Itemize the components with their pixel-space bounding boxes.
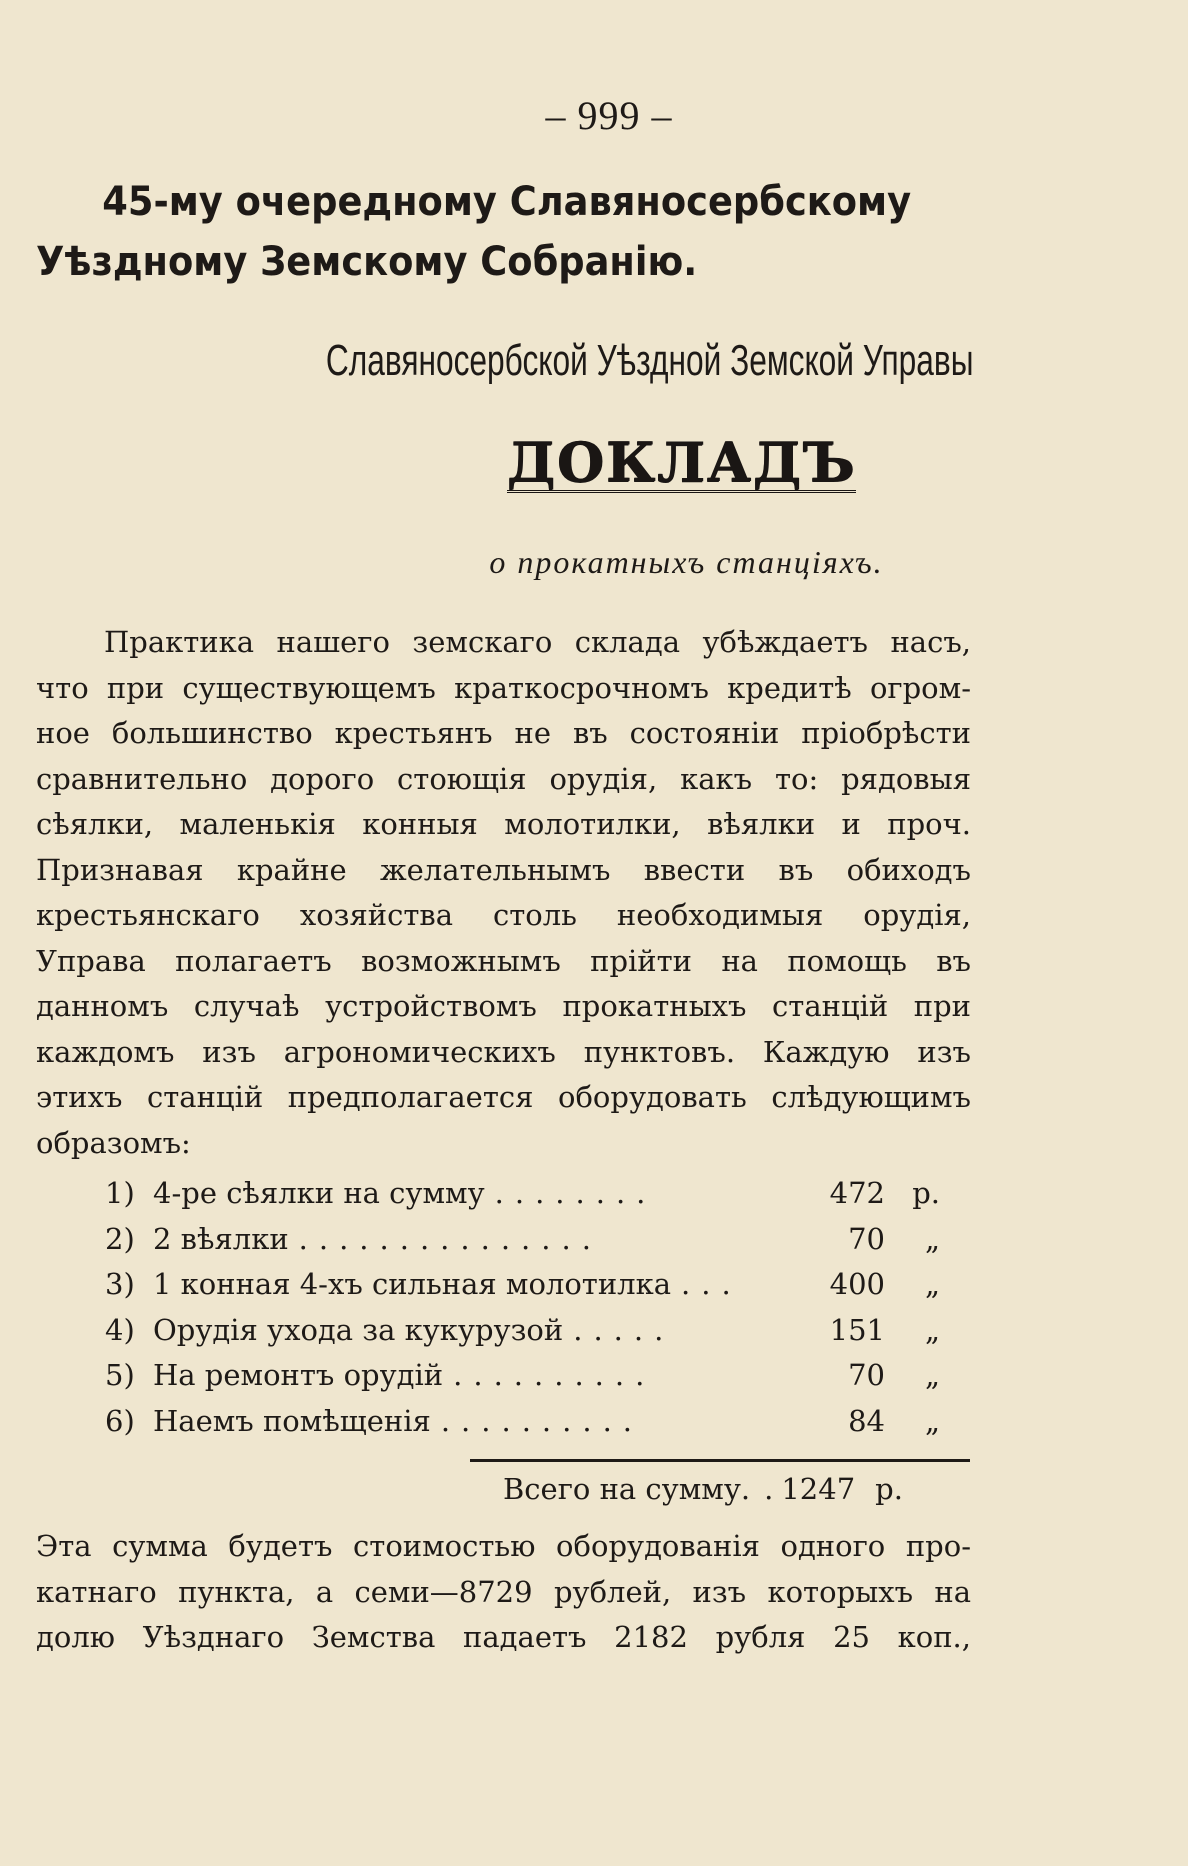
item-amount: 400 [829, 1267, 885, 1301]
item-amount: 70 [848, 1358, 885, 1392]
sender-heading: Славяносербской Уѣздной Земской Управы [325, 336, 973, 385]
item-unit: „ [924, 1403, 940, 1438]
item-leader-dots: ..... [573, 1312, 675, 1347]
body-line: ное большинство крестьянъ не въ состояніи пріобрѣсти [36, 716, 971, 750]
body-line: Управа полагаетъ возможнымъ прійти на помощь въ [36, 943, 971, 978]
body-line: каждомъ изъ агрономическихъ пунктовъ. Каждую изъ [36, 1034, 971, 1069]
item-unit: „ [924, 1221, 940, 1256]
item-amount: 472 [829, 1176, 885, 1210]
total-unit: р. [875, 1472, 903, 1506]
page-number: – 999 – [545, 93, 673, 138]
list-item [105, 1313, 940, 1359]
body-line: Практика нашего земскаго склада убѣждаетъ насъ, [104, 625, 971, 659]
list-item [105, 1267, 940, 1313]
body-line: этихъ станцій предполагается оборудовать слѣдующимъ [36, 1080, 971, 1114]
body-paragraph [36, 620, 971, 1166]
item-unit: р. [912, 1176, 940, 1210]
closing-line: Эта сумма будетъ стоимостью оборудованія одного про- [36, 1529, 971, 1563]
item-leader-dots: ............... [298, 1221, 602, 1256]
item-label: 2 вѣялки [153, 1221, 289, 1256]
list-item [105, 1222, 940, 1268]
item-label: Наемъ помѣщенія [153, 1403, 431, 1438]
item-unit: „ [924, 1267, 940, 1301]
body-line: данномъ случаѣ устройствомъ прокатныхъ станцій при [36, 989, 971, 1023]
body-line: сѣялки, маленькія конныя молотилки, вѣялки и проч. [36, 807, 971, 841]
item-number: 3) [105, 1267, 135, 1301]
item-leader-dots: ... [681, 1267, 742, 1301]
body-line: что при существующемъ краткосрочномъ кредитѣ огром- [36, 670, 971, 705]
list-item [105, 1358, 940, 1404]
total-amount: 1247 [781, 1472, 856, 1506]
total-leader-dots: . [764, 1472, 774, 1506]
closing-line: долю Уѣзднаго Земства падаетъ 2182 рубля 25 коп., [36, 1620, 971, 1654]
body-line: Признавая крайне желательнымъ ввести въ обиходъ [36, 852, 971, 887]
body-line: образомъ: [36, 1125, 191, 1160]
list-item [105, 1176, 940, 1222]
item-label: На ремонтъ орудій [153, 1358, 444, 1392]
item-leader-dots: .......... [440, 1403, 644, 1438]
item-amount: 151 [829, 1312, 885, 1347]
item-number: 5) [105, 1358, 135, 1392]
item-leader-dots: ........ [494, 1176, 657, 1210]
equipment-list [105, 1176, 940, 1449]
report-title [0, 430, 1188, 494]
body-line: сравнительно дорого стоющія орудія, какъ то: рядовыя [36, 761, 971, 796]
list-item [105, 1404, 940, 1450]
total-label: Всего на сумму. [503, 1472, 751, 1506]
item-leader-dots: .......... [453, 1358, 656, 1392]
report-subtitle: о прокатныхъ станціяхъ. [489, 544, 884, 580]
item-label: 1 конная 4-хъ сильная молотилка [153, 1267, 672, 1301]
item-number: 2) [105, 1221, 135, 1256]
addressee-heading: 45-му очередному Славяносербскому Уѣздному Земскому Собранію. [36, 179, 912, 285]
item-number: 4) [105, 1312, 135, 1347]
item-number: 6) [105, 1403, 135, 1438]
item-unit: „ [924, 1358, 940, 1392]
closing-line: катнаго пункта, а семи—8729 рублей, изъ которыхъ на [36, 1574, 971, 1609]
body-line: крестьянскаго хозяйства столь необходимыя орудія, [36, 898, 971, 932]
item-number: 1) [105, 1176, 135, 1210]
report-title-text: ДОКЛАДЪ [506, 430, 857, 494]
item-amount: 84 [848, 1403, 885, 1438]
closing-paragraph [36, 1524, 971, 1661]
item-unit: „ [924, 1312, 940, 1347]
total-rule [470, 1459, 970, 1462]
item-label: 4-ре сѣялки на сумму [153, 1176, 485, 1210]
item-label: Орудія ухода за кукурузой [153, 1312, 564, 1347]
total-row [503, 1472, 943, 1506]
item-amount: 70 [848, 1221, 885, 1256]
